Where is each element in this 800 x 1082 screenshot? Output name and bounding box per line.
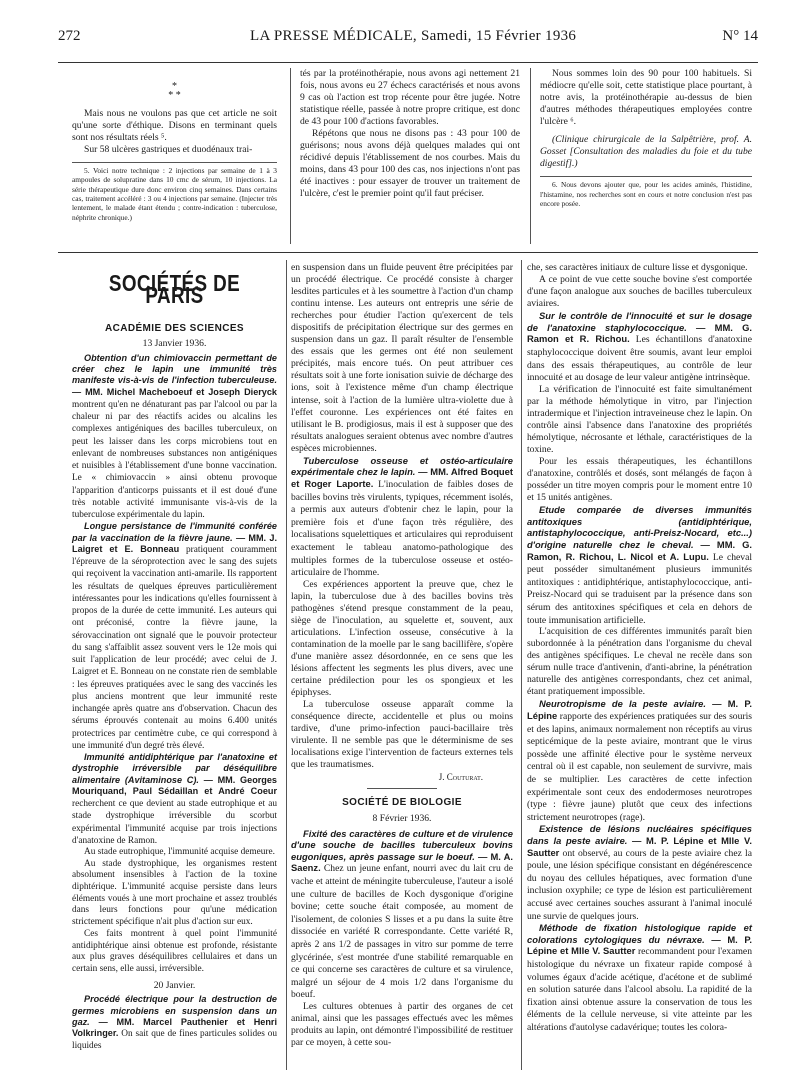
footnote-rule	[72, 162, 277, 163]
communication-title: Obtention d'un chimiovaccin permettant de créer chez le lapin une immunité très manifeste vis-à-vis de l'infection tuberculeuse. —	[72, 352, 277, 397]
session-date: 8 Février 1936.	[372, 812, 432, 824]
signature: J. Couturat.	[438, 772, 483, 783]
session-date: 13 Janvier 1936.	[142, 338, 207, 350]
communication-title: Procédé électrique pour la destruction de germes microbiens en suspension dans un gaz. —	[72, 994, 277, 1027]
communication-body: Chez un jeune enfant, nourri avec du lait cru de vache et atteint de méningite tuberculeuse, l'auteur a isolé une culture de bacilles de Koch dysgonique d'origine bovine; cette souche était composée, au moment de l'isolement, de colonies S lisses et a pu dans la suite être dissociée en variété R correspondante. Cette variété R, après 2 ans 1/2 de passages in vitro sur pomme de terre glycérinée, s'est montrée d'une stabilité remarquable en ce qui concerne ses caractères de culture et sa virulence, malgré un séjour de 4 mois 1/2 dans l'organisme du boeuf.	[291, 863, 513, 1001]
communication	[72, 752, 277, 847]
footnote-rule	[540, 176, 752, 177]
column-divider	[530, 68, 531, 244]
communication-title: Longue persistance de l'immunité conférée par la vaccination de la fièvre jaune. —	[72, 521, 277, 543]
paragraph: L'acquisition de ces différentes immunités paraît bien subordonnée à la pénétration dans l'organisme du cheval des antigènes spécifiques. Le cheval ne recèle dans son sérum nulle trace d'antivenin, d'anti-abrine, la pénétration naturelle des antigènes correspondants, chez cet animal, étant pratiquement impossible.	[527, 626, 752, 698]
journal-title: LA PRESSE MÉDICALE, Samedi, 15 Février 1936	[250, 28, 577, 44]
paragraph: Mais nous ne voulons pas que cet article ne soit qu'une sorte d'éthique. Disons en terminant quels sont nos résultats réels ⁵.	[72, 108, 277, 144]
column-c	[527, 262, 752, 1033]
communication-title: Sur le contrôle de l'innocuité et sur le dosage de l'anatoxine staphylococcique. —	[527, 310, 752, 333]
communication-body: L'inoculation de faibles doses de bacilles bovins très virulents, typiques, récemment isolés, a permis aux auteurs d'obtenir chez le lapin, pour la première fois et d'une façon très régulière, des localisations squelettiques et articulaires qui reproduisent exactement le tableau anatomo-pathologique des multiples formes de la tuberculose osseuse et ostéo-articulaire de l'homme.	[291, 478, 513, 579]
communication-title: Fixité des caractères de culture et de virulence d'une souche de bacilles tuberculeux bovins eugoniques, après passage sur le boeuf. —	[291, 827, 513, 862]
paragraph: A ce point de vue cette souche bovine s'est comportée d'une façon analogue aux souches de bacilles tuberculeux aviaires.	[527, 274, 752, 310]
communication-body: pratiquent couramment l'épreuve de la séroprotection avec le sang des sujets qui reçoivent la vaccination anti-amarile. Ils rapportent les résultats de quelques épreuves particulièrement intéressantes pour les indications qu'elles fournissent à propos de la durée de cette immunité. Les auteurs qui ont préconisé, contre la fièvre jaune, la sérovaccination ont signalé que le pouvoir protecteur du sang s'affaiblit assez souvent vers le 12e mois qui suit l'application de leur procédé; avec celui de J. Laigret et E. Bonneau on ne constate rien de semblable : les épreuves pratiquées avec le sang des vaccinés les plus anciens montrent que leur immunité reste inchangée après quatre ans d'observation. Chacun des sérums éprouvés contenait au moins 6.400 unités protectrices par centimètre cube, ce qui correspond à une immunité d'un degré très élevé.	[72, 544, 277, 751]
communication-title: Neurotropisme de la peste aviaire. —	[539, 698, 728, 710]
column-divider	[521, 260, 522, 1070]
short-rule	[367, 788, 437, 789]
paragraph: La tuberculose osseuse apparaît comme la conséquence directe, accidentelle et plus ou moins tardive, d'une primo-infection pauci-bacillaire très virulente. Il ne semble pas que le déterminisme de ses localisations exige l'intervention de facteurs externes tels que les traumatismes.	[291, 699, 513, 771]
communication-title: Etude comparée de diverses immunités antitoxiques (antidiphtérique, antistaphylococcique, anti-Preisz-Nocard, etc...) d'origine naturelle chez le cheval. —	[527, 504, 752, 550]
communication-authors: MM. Georges Mouriquand, Paul Sédaillan et André Coeur	[72, 774, 277, 796]
communication	[72, 994, 277, 1052]
section-rule	[58, 252, 758, 253]
paragraph: en suspension dans un fluide peuvent être précipitées par un procédé électrique. Ce procédé consiste à charger lesdites particules et à les soumettre à l'action d'un champ continu intense. Les auteurs ont entrepris une série de recherches pour étudier l'action qu'exercent de tels dispositifs de précipitation électrique sur des germes en suspension dans un gaz. Il paraît résulter de l'ensemble des essais que les germes ont été non seulement précipités, mais encore tués. On peut attribuer ces résultats soit à une forte ionisation suivie de décharge des ions, soit à l'existence même d'un champ électrique intense, soit à l'action de la lumière ultra-violette due à l'effet couronne. Les expériences ont été faites en utilisant le B. prodigiosus, mais il est à supposer que des résultats analogues seraient obtenus avec nombre d'autres espèces microbiennes.	[291, 262, 513, 454]
communication-body: recherchent ce que devient au stade eutrophique et au stade dystrophique irréversible du scorbut expérimental l'immunité acquise par trois injections d'anatoxine de Ramon.	[72, 799, 277, 846]
communication	[527, 823, 752, 922]
section-heading: ACADÉMIE DES SCIENCES	[105, 323, 244, 335]
clinic-signature: (Clinique chirurgicale de la Salpêtrière, prof. A. Gosset [Consultation des maladies du foie et du tube digestif].)	[540, 134, 752, 170]
column-divider	[286, 260, 287, 1070]
communication-body: On sait que de fines particules solides ou liquides	[72, 1029, 277, 1052]
column-a	[72, 270, 278, 1053]
communication-body: ont observé, au cours de la peste aviaire chez la poule, une lésion spécifique consistant en dégénérescence du noyau des cellules hépatiques, avec formation d'une inclusion oxyphile; ce type de lésion est particulièrement accusé avec certaines souches assurant à l'animal inoculé une survie de quelques jours.	[527, 847, 752, 922]
communication-body: Les échantillons d'anatoxine staphylococcique doivent être soumis, avant leur emploi dans des essais thérapeutiques, au contrôle de leur innocuité et au dosage de leur valeur antigène intrinsèque.	[527, 334, 752, 384]
paragraph: Les cultures obtenues à partir des organes de cet animal, ainsi que les passages effectués avec les mêmes produits au lapin, ont démontré l'impossibilité de restituer par ce moyen, à cette sou-	[291, 1000, 513, 1049]
communication-authors: MM. Alfred Boquet et Roger Laporte.	[291, 466, 513, 489]
communication-authors: M. P. Lépine	[527, 698, 752, 722]
communication	[527, 922, 752, 1033]
paragraph: Au stade dystrophique, les organismes restent absolument insensibles à l'action de la toxine diphtérique. L'immunité acquise persiste dans leurs éléments voués à une mort prochaine et assez troublés dans leurs fonctions pour qu'une médication strictement spécifique n'ait plus d'action sur eux.	[72, 858, 277, 928]
top-column-2	[300, 68, 520, 201]
communication-authors: M. A. Saenz.	[291, 850, 514, 874]
paragraph: che, ses caractères initiaux de culture lisse et dysgonique.	[527, 262, 748, 273]
communication-title: Méthode de fixation histologique rapide et colorations cytologiques du névraxe. —	[527, 922, 752, 945]
top-column-3	[540, 68, 752, 208]
communication	[527, 698, 752, 823]
communication	[291, 455, 513, 579]
main-title: SOCIÉTÉS DE PARIS	[108, 270, 241, 308]
communication-body: rapporte des expériences pratiquées sur des souris et des lapins, animaux normalement non réceptifs au virus septicémique de la peste aviaire, montrant que le virus possède une affinité élective pour le système nerveux central où il est capable, non seulement de survivre, mais de se multiplier. Les caractères de cette infection expérimentale sont ceux des endodermoses neurotropes (type : fièvre jaune) plutôt que ceux des infections strictement neurotropes (rage).	[527, 711, 752, 823]
communication-authors: MM. J. Laigret et E. Bonneau	[72, 532, 277, 554]
communication-body: montrent qu'en ne dénaturant pas par l'alcool ou par la chaleur ni par des réactifs acides ou alcalins les complexes antigéniques des bacilles tuberculeux, on peut les laisser dans les corps microbiens tout en enlevant de nombreuses substances non antigéniques et nuisibles à l'établissement d'une bonne vaccination. Le « chimiovaccin » ainsi obtenu provoque l'apparition d'anticorps puissants et il est doué d'une très notable activité immunisante vis-à-vis de la tuberculose expérimentale du lapin.	[72, 399, 277, 520]
paragraph: Sur 58 ulcères gastriques et duodénaux trai-	[84, 144, 253, 156]
header-rule	[58, 62, 758, 63]
column-b	[291, 262, 513, 1049]
communication-authors: MM. Michel Macheboeuf et Joseph Dieryck	[85, 386, 278, 397]
communication-authors: MM. G. Ramon, R. Richou, L. Nicol et A. Lupu.	[527, 539, 752, 562]
paragraph: Nous sommes loin des 90 pour 100 habituels. Si médiocre qu'elle soit, cette statistique place pourtant, à notre avis, la protéinothérapie au-dessus de bien d'autres méthodes thérapeutiques employées contre l'ulcère ⁶.	[540, 68, 752, 128]
communication	[527, 504, 752, 626]
page-header	[58, 28, 758, 50]
paragraph: La vérification de l'innocuité est faite simultanément par la méthode hémolytique in vitro, par l'injection intradermique et l'injection intraveineuse chez le lapin. On contrôle ainsi l'absence dans l'anatoxine des propriétés hémolytique, nécrosante et léthale, caractéristiques de la toxine.	[527, 383, 752, 455]
session-date: 20 Janvier.	[153, 979, 196, 991]
paragraph: Au stade eutrophique, l'immunité acquise demeure.	[84, 847, 275, 857]
section-stars: * * *	[168, 81, 181, 101]
paragraph: tés par la protéinothérapie, nous avons agi nettement 21 fois, nous avons eu 27 échecs caractérisés et nous avons 9 cas où l'action est trop récente pour être jugée. Notre statistique réelle, passée à notre propre critique, est donc de 43 pour 100 d'actions favorables.	[300, 68, 520, 128]
communication-title: Tuberculose osseuse et ostéo-articulaire expérimentale chez le lapin. —	[291, 454, 513, 478]
section-heading: SOCIÉTÉ DE BIOLOGIE	[342, 797, 462, 809]
paragraph: Répétons que nous ne disons pas : 43 pour 100 de guérisons; nous avons déjà quelques malades qui ont récidivé depuis l'établissement de nos courbes. Mais du moins, dans 43 pour 100 des cas, nos injections n'ont pas été inactives : pour essayer de trouver un traitement de l'ulcère, c'est le premier point qu'il faut préciser.	[300, 128, 520, 200]
communication	[291, 828, 513, 1001]
paragraph: Ces expériences apportent la preuve que, chez le lapin, la tuberculose due à des bacilles bovins très pathogènes s'étend presque constamment de la peau, siège de l'inoculation, au squelette et, souvent, aux articulations. L'infection osseuse, consécutive à la contamination de la moelle par le sang bacillifère, s'opère d'une manière assez désordonnée, en ce sens que les lésions affectent les segments les plus divers, avec une certaine prédilection pour les os spongieux et les épiphyses.	[291, 578, 513, 699]
page-number: 272	[58, 28, 81, 44]
paragraph: Pour les essais thérapeutiques, les échantillons d'anatoxine, contrôlés et dosés, sont mélangés de façon à posséder un titre moyen compris pour le moment entre 10 et 15 unités antigènes.	[527, 456, 752, 504]
communication-body: recommandent pour l'examen histologique du névraxe un fixateur rapide composé à volumes égaux d'acide acétique, d'acétone et de sublimé en solution saturée dans l'alcool absolu. La rapidité de la fixation ainsi obtenue assure la conservation de tous les éléments de la cellule nerveuse, si vite atteinte par les altérations d'autolyse cadavérique; toutes les colora-	[527, 946, 752, 1033]
top-column-1	[72, 82, 277, 222]
footnote: 6. Nous devons ajouter que, pour les acides aminés, l'histidine, l'histamine, nos recherches sont en cours et notre conclusion n'est pas encore posée.	[540, 180, 752, 208]
communication-authors: MM. Marcel Pauthenier et Henri Volkringer.	[72, 1016, 278, 1038]
footnote: 5. Voici notre technique : 2 injections par semaine de 1 à 3 ampoules de solupratine dans 10 cmc de sérum, 10 injections. La série thérapeutique dure donc environ cinq semaines. Dans certains cas, traitement accéléré : 3 ou 4 injections par semaine. (Injecter très lentement, le malade étant étendu ; contre-indication : tuberculose, néphrite chronique.)	[72, 166, 277, 222]
communication-authors: M. P. Lépine et Mlle V. Sautter	[527, 933, 753, 957]
issue-number: N° 14	[722, 28, 758, 44]
communication-title: Existence de lésions nucléaires spécifiques dans la peste aviaire. —	[527, 823, 752, 846]
paragraph: Ces faits montrent à quel point l'immunité antidiphtérique ainsi obtenue est profonde, résistante aux plus graves déséquilibres cellulaires et dans un certain sens, elle aussi, irréversible.	[72, 928, 277, 974]
column-divider	[290, 68, 291, 244]
communication-title: Immunité antidiphtérique par l'anatoxine et dystrophie irréversible par déséquilibre alimentaire (Avitaminose C). —	[72, 752, 277, 785]
communication	[527, 310, 752, 384]
communication	[72, 521, 277, 752]
communication	[72, 353, 277, 522]
communication-body: Le cheval peut posséder simultanément plusieurs immunités antitoxiques : antidiphtérique, antistaphylococcique, anti-Preisz-Nocard qui se traduisent par la présence dans son sérum des antitoxines spécifiques et cela en dehors de toute immunisation artificielle.	[527, 551, 752, 626]
communication-authors: M. P. Lépine et Mlle V. Sautter	[527, 834, 752, 858]
communication-authors: MM. G. Ramon et R. Richou.	[527, 321, 752, 345]
